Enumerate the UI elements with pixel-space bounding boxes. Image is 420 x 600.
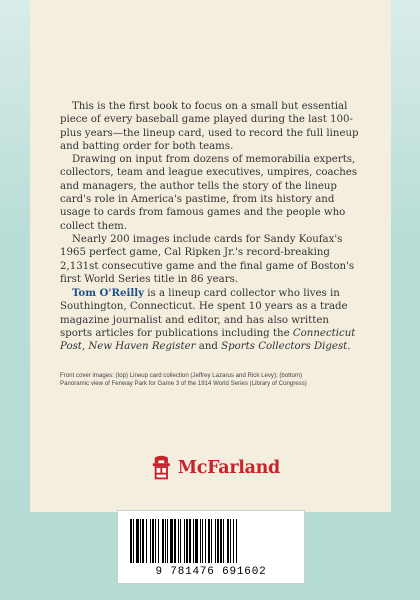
description-paragraph-2: Drawing on input from dozens of memorabilia experts, collectors, team and league executives, umpires, coaches and managers, the author tells the story of the lineup card's role in America's pastime, from its history and usage to cards from famous games and the people who collect them. <box>60 154 358 232</box>
author-publications-2: Sports Collectors Digest <box>221 341 348 353</box>
description-paragraph-1: This is the first book to focus on a small but essential piece of every baseball game played during the last 100-plus years—the lineup card, used to record the full lineup and batting order for both teams. <box>60 101 359 152</box>
publisher-logo <box>150 453 280 483</box>
author-name: Tom O'Reilly <box>72 287 145 299</box>
isbn-barcode <box>117 510 305 584</box>
credits-line-1: Front cover images: (top) Lineup card collection (Jeffrey Lazarus and Rick Levy); (bottom) <box>60 372 303 379</box>
description-paragraph-3: Nearly 200 images include cards for Sandy Koufax's 1965 perfect game, Cal Ripken Jr.'s record-breaking 2,131st consecutive game and the final game of Boston's first World Series title in 86 years. <box>60 233 355 285</box>
isbn-number: 9 781476 691602 <box>155 566 267 578</box>
author-bio-text-1: is a lineup card collector who lives in Southington, Connecticut. He spent 10 years as a trade magazine journalist and editor, and has also written sports articles for publications including the <box>60 288 348 339</box>
book-description <box>60 100 364 286</box>
mcfarland-logo-icon <box>150 454 173 482</box>
barcode-bars <box>128 519 294 563</box>
author-publications-1: Connecticut Post, New Haven Register <box>60 327 356 353</box>
credits-line-2: Panoramic view of Fenway Park for Game 3 of the 1914 World Series (Library of Congress) <box>60 380 307 387</box>
author-bio <box>60 287 364 353</box>
publisher-name: McFarland <box>177 458 280 478</box>
cover-image-credits <box>60 372 360 388</box>
author-bio-text-3: . <box>347 341 351 353</box>
author-bio-text-2: and <box>195 341 222 353</box>
